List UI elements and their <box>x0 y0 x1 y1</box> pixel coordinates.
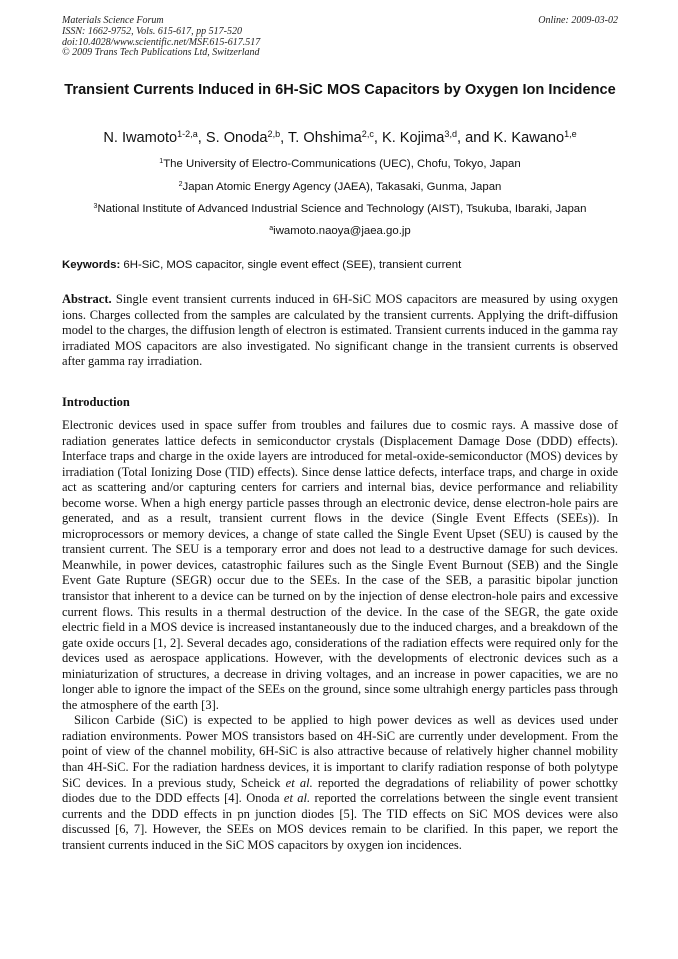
author-separator: , <box>373 130 382 146</box>
citation-etal: et al. <box>283 791 311 806</box>
introduction-section <box>62 418 618 853</box>
affiliation-superscript: 1 <box>159 158 164 166</box>
email-superscript: a <box>269 225 274 233</box>
author-separator: , and <box>457 130 494 146</box>
issn-line: ISSN: 1662-9752, Vols. 615-617, pp 517-520 <box>62 25 242 37</box>
author-superscript: 3,d <box>444 129 457 140</box>
author-superscript: 1-2,a <box>177 129 198 140</box>
author-name: S. Onoda <box>205 130 268 146</box>
author-name: K. Kojima <box>381 130 445 146</box>
abstract-paragraph <box>62 292 618 370</box>
section-heading-introduction: Introduction <box>62 395 130 409</box>
keywords-label: Keywords: <box>62 259 121 271</box>
author-name: K. Kawano <box>493 130 565 146</box>
online-date: Online: 2009-03-02 <box>538 15 618 26</box>
author-separator: , <box>280 130 288 146</box>
author-name: T. Ohshima <box>287 130 362 146</box>
affiliation-superscript: 2 <box>178 181 183 189</box>
abstract-text: Single event transient currents induced in 6H-SiC MOS capacitors are measured by using oxygen ions. Charges collected from the samples are calculated by the transient currents. Applying the drift-diffusion model to the charges, the diffusion length of electron is estimated. Transient currents induced in the gamma ray irradiated MOS capacitors are also investigated. No significant change in the transient currents is observed after gamma ray irradiation. <box>62 292 618 369</box>
doi-line[interactable]: doi:10.4028/www.scientific.net/MSF.615-617.517 <box>62 36 261 48</box>
affiliation-2 <box>52 180 628 194</box>
author-superscript: 2,b <box>267 129 281 140</box>
journal-name: Materials Science Forum <box>62 15 164 26</box>
intro-paragraph-2 <box>62 713 618 853</box>
author-list <box>62 128 618 148</box>
paper-title: Transient Currents Induced in 6H-SiC MOS Capacitors by Oxygen Ion Incidence <box>64 82 616 98</box>
affiliation-text: Japan Atomic Energy Agency (JAEA), Takasaki, Gunma, Japan <box>182 181 502 193</box>
intro-text: Silicon Carbide (SiC) is expected to be applied to high power devices as well as devices used under radiation environments. Power MOS transistors based on 4H-SiC are currently under development. From the point of view of the channel mobility, 6H-SiC is also attractive because of relatively higher channel mobility than 4H-SiC. For the radiation hardness devices, it is important to clarify radiation response of both polytype SiC devices. In a previous study, Scheick <box>62 713 618 790</box>
abstract-label: Abstract. <box>62 292 112 306</box>
email-address[interactable]: iwamoto.naoya@jaea.go.jp <box>273 225 411 237</box>
keywords-line <box>62 258 618 272</box>
affiliation-text: National Institute of Advanced Industrial Science and Technology (AIST), Tsukuba, Ibaraki, Japan <box>97 203 587 215</box>
keywords-text: 6H-SiC, MOS capacitor, single event effect (SEE), transient current <box>120 259 462 271</box>
citation-etal: et al. <box>285 775 313 790</box>
author-superscript: 2,c <box>361 129 374 140</box>
author-separator: , <box>197 130 206 146</box>
copyright-line: © 2009 Trans Tech Publications Ltd, Switzerland <box>62 47 260 59</box>
affiliation-text: The University of Electro-Communications (UEC), Chofu, Tokyo, Japan <box>163 158 521 170</box>
affiliation-1 <box>52 157 628 171</box>
author-name: N. Iwamoto <box>103 130 178 146</box>
intro-text: reported the degradations of reliability of power schottky diodes due to the DDD effects [4]. Onoda <box>62 775 618 806</box>
intro-text: reported the correlations between the single event transient currents and the DDD effects in pn junction diodes [5]. The TID effects on SiC MOS devices were also discussed [6, 7]. However, the SEEs on MOS devices remain to be clarified. In this paper, we report the transient currents induced in the SiC MOS capacitors by oxygen ion incidences. <box>62 791 618 852</box>
affiliation-3 <box>52 202 628 216</box>
author-superscript: 1,e <box>564 129 577 140</box>
intro-paragraph-1: Electronic devices used in space suffer from troubles and failures due to cosmic rays. A massive dose of radiation generates lattice defects in semiconductor crystals (Displacement Damage Dose (DDD) effects). Interface traps and charge in the oxide layers are introduced for metal-oxide-semiconductor (MOS) devices by irradiation (Total Ionizing Dose (TID) effects). Since dense lattice defects, interface traps, and charge in oxide act as scattering and/or capturing centers for carriers and internal bias, device performance and reliability become worse. When a high energy particle passes through an electronic device, dense electron-hole pairs are generated, and as a result, transient current flows in the device (Single Event Effects (SEEs)). In microprocessors or memory devices, a change of state called the Single Event Upset (SEU) is caused by the transient current. The SEU is a temporary error and does not lead to a destructive damage for such devices. Meanwhile, in power devices, catastrophic failures such as the Single Event Burnout (SEB) and the Single Event Gate Rupture (SEGR) occur due to the SEEs. In the case of the SEB, a parasitic bipolar junction transistor that inherent to a device can be turned on by the injection of dense electron-hole pairs and excessive current flows. This results in a thermal destruction of the device. In the case of the SEGR, the gate oxide electric field in a MOS device is increased instantaneously due to the induced charges, and a breakdown of the gate oxide occurs [1, 2]. Several decades ago, considerations of the radiation effects were required only for the devices used as aerospace applications. However, with the developments of electronic devices such as a miniaturization of structures, a decrease in driving voltages, and an increase in power capacities, we are no longer able to ignore the impact of the SEEs on the ground, since some ultrahigh energy particles pass through the atmosphere of the earth [3]. <box>62 418 618 712</box>
affiliation-superscript: 3 <box>93 203 98 211</box>
journal-header <box>62 16 618 59</box>
contact-email <box>52 224 628 238</box>
